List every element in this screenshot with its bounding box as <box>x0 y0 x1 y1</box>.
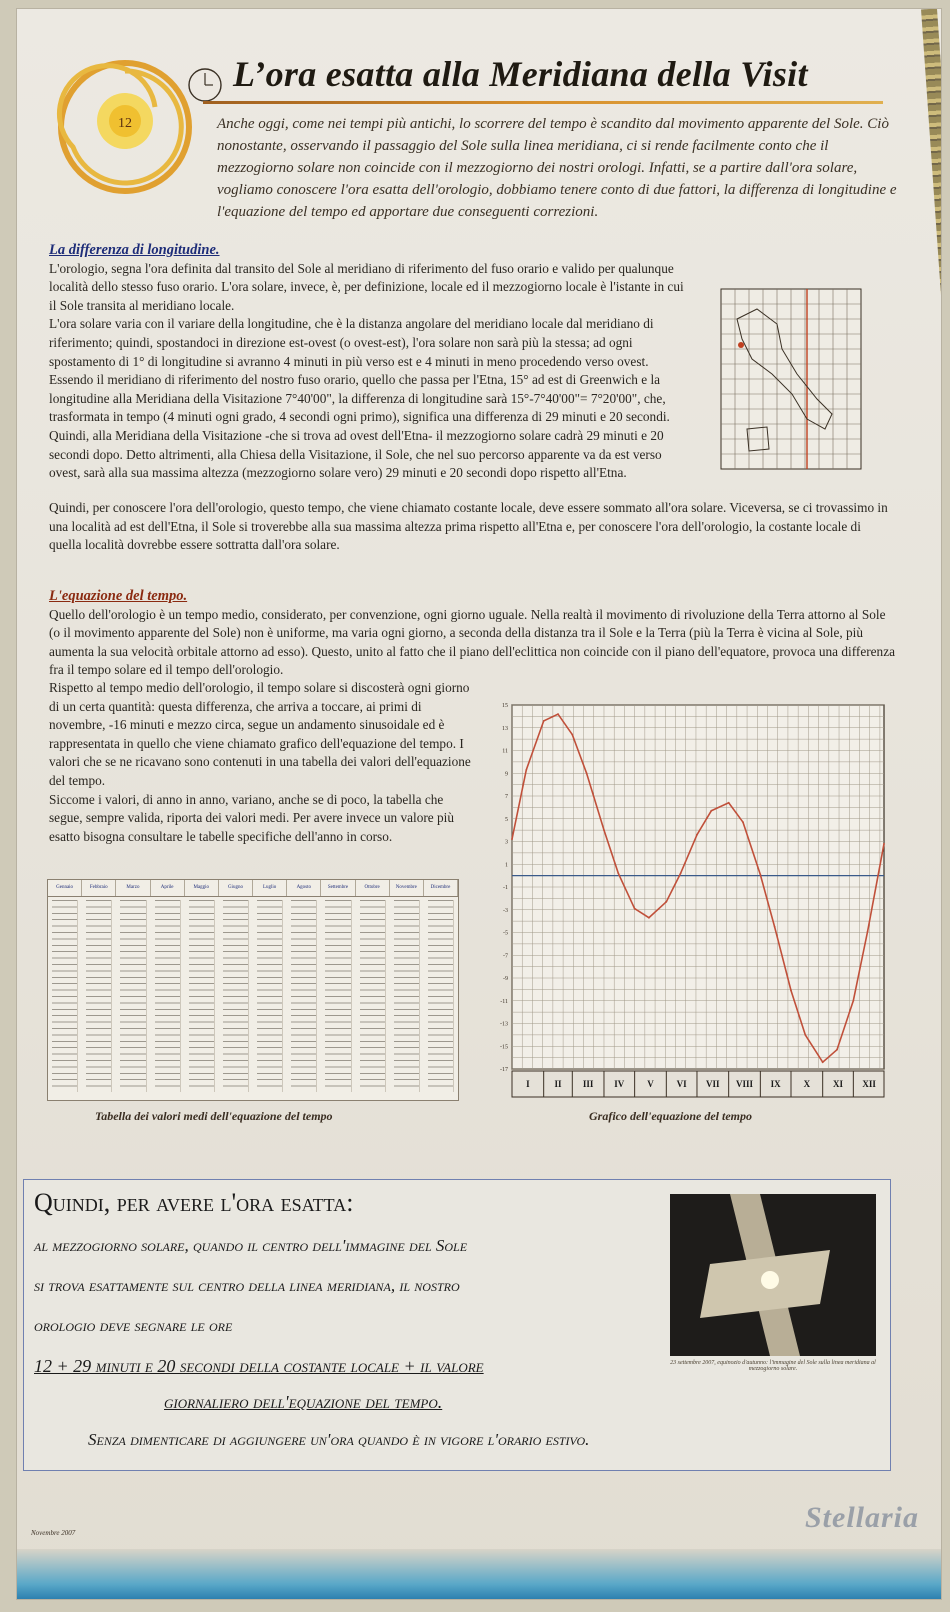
month-band <box>512 1071 884 1097</box>
summary-line: 12 + 29 minuti e 20 secondi della costante locale + il valore <box>34 1356 484 1376</box>
data-point <box>511 838 513 840</box>
data-point <box>804 1034 806 1036</box>
longitude-section <box>49 241 685 483</box>
x-tick-label: IX <box>770 1079 781 1089</box>
data-point <box>665 901 667 903</box>
table-column-header: Aprile <box>151 880 185 896</box>
longitude-paragraph: Quindi, per conoscere l'ora dell'orologio, questo tempo, che viene chiamato costante locale, deve essere sommato all'ora solare. Viceversa, se ci trovassimo in una località ad est dell'Etna, il Sole si troverebbe alla sua massima altezza prima rispetto all'Etna e, per conoscere l'ora dell'orologio, la costante locale di quella località dovrebbe essere sottratta dall'ora solare. <box>49 500 888 553</box>
photo-caption: 23 settembre 2007, equinozio d'autunno: l'immagine del Sole sulla linea meridiana al mezzogiorno solare. <box>670 1360 876 1372</box>
data-point <box>774 926 776 928</box>
equation-section-left <box>49 679 479 846</box>
y-tick-label: 15 <box>502 703 508 709</box>
data-point <box>867 930 869 932</box>
x-tick-label: IV <box>614 1079 625 1089</box>
longitude-paragraph: L'ora solare varia con il variare della longitudine, che è la distanza angolare del meridiano locale dal meridiano di riferimento; quindi, spostandoci in direzione est-ovest (o ovest-est), l'ora solare non sarà più la stessa; ad ogni spostamento di 1° di longitudine si avranno 4 minuti in più verso est e 4 minuti in meno procedendo verso ovest. <box>49 316 654 369</box>
footer-date: Novembre 2007 <box>31 1529 76 1537</box>
table-column <box>257 900 283 1092</box>
table-column-header: Marzo <box>116 880 150 896</box>
brand-logo: Stellaria <box>804 1501 919 1534</box>
data-point <box>634 908 636 910</box>
table-column-header: Novembre <box>390 880 424 896</box>
italy-map-grid <box>707 279 877 489</box>
summary-title: Quindi, per avere l'ora esatta: <box>34 1188 354 1217</box>
equation-section <box>49 587 895 680</box>
data-point <box>836 1049 838 1051</box>
y-tick-label: -3 <box>503 907 508 914</box>
y-tick-label: 11 <box>502 748 508 755</box>
data-point <box>710 810 712 812</box>
y-tick-label: -15 <box>500 1044 508 1051</box>
longitude-heading: La differenza di longitudine. <box>49 242 220 258</box>
data-point <box>852 1000 854 1002</box>
data-point <box>883 843 885 845</box>
table-column <box>189 900 215 1092</box>
hanging-chain <box>921 8 942 648</box>
table-column-header: Giugno <box>219 880 253 896</box>
y-tick-label: 5 <box>505 816 508 823</box>
equation-chart <box>492 697 892 1117</box>
longitude-paragraph: Essendo il meridiano di riferimento del nostro fuso orario, quello che passa per l'Etna, 15° ad est di Greenwich e la longitudine alla Meridiana della Visitazione 7°40'00", la differenza di longitudine sarà 15°-7°40'00"= 7°20'00", che, trasformata in tempo (4 minuti ogni grado, 4 secondi ogni primo), significa una differenza di 29 minuti e 20 secondi. Quindi, alla Meridiana della Visitazione -che si trova ad ovest dell'Etna- il mezzogiorno solare cadrà 29 minuti e 20 secondi dopo. Detto altrimenti, alla Chiesa della Visitazione, il Sole, che nel suo percorso apparente va da est verso ovest, sarà alla sua massima altezza (mezzogiorno solare vero) 29 minuti e 20 secondi dopo rispetto all'Etna. <box>49 372 670 481</box>
y-tick-label: -17 <box>500 1067 508 1073</box>
table-column-header: Ottobre <box>356 880 390 896</box>
poster-panel <box>16 8 942 1600</box>
table-column <box>394 900 420 1092</box>
y-tick-label: -5 <box>503 930 508 937</box>
data-point <box>742 821 744 823</box>
x-tick-label: XII <box>862 1079 876 1089</box>
data-point <box>822 1061 824 1063</box>
data-point <box>603 829 605 831</box>
table-column-header: Maggio <box>185 880 219 896</box>
x-tick-label: VII <box>706 1079 720 1089</box>
x-tick-label: XI <box>833 1079 844 1089</box>
data-point <box>648 917 650 919</box>
equation-paragraph: Rispetto al tempo medio dell'orologio, il tempo solare si discosterà ogni giorno di un certa quantità: questa differenza, che arriva a toccare, ai primi di novembre, -16 minuti e mezzo circa, segue un andamento sinusoidale ed è rappresentata in quello che viene chiamato grafico dell'equazione del tempo. I valori che se ne ricavano sono contenuti in una tabella dei valori dell'equazione del tempo. <box>49 680 471 788</box>
table-column <box>291 900 317 1092</box>
y-tick-label: -7 <box>503 953 508 960</box>
data-point <box>680 872 682 874</box>
x-tick-label: X <box>803 1079 811 1089</box>
summary-line: Senza dimenticare di aggiungere un'ora quando è in vigore l'orario estivo. <box>88 1430 590 1449</box>
y-tick-label: 13 <box>502 725 508 732</box>
summary-line: giornaliero dell'equazione del tempo. <box>164 1392 443 1412</box>
x-tick-label: VIII <box>735 1079 754 1089</box>
x-tick-label: II <box>554 1079 562 1089</box>
table-column <box>120 900 146 1092</box>
logo-number: 12 <box>118 116 132 131</box>
y-tick-label: 7 <box>505 794 508 800</box>
equation-paragraph: Siccome i valori, di anno in anno, variano, anche se di poco, la tabella che segue, sempre valida, riporta dei valori medi. Per avere invece un valore più esatto bisogna consultare le tabelle specifiche dell'anno in corso. <box>49 791 455 844</box>
table-column-header: Agosto <box>287 880 321 896</box>
table-column <box>155 900 181 1092</box>
equation-heading: L'equazione del tempo. <box>49 588 188 604</box>
y-tick-label: -13 <box>500 1021 508 1028</box>
data-point <box>728 802 730 804</box>
data-point <box>696 834 698 836</box>
meridian-line-icon <box>670 1194 876 1356</box>
page-title: L’ora esatta alla Meridiana della Visit <box>233 54 808 94</box>
data-point <box>759 874 761 876</box>
data-point <box>525 769 527 771</box>
data-point <box>586 772 588 774</box>
table-column <box>428 900 454 1092</box>
table-column-header: Luglio <box>253 880 287 896</box>
y-tick-label: 1 <box>505 862 508 869</box>
x-tick-label: I <box>526 1079 530 1089</box>
data-point <box>790 990 792 992</box>
longitude-section-end <box>49 499 895 555</box>
y-tick-label: 9 <box>505 771 508 778</box>
chart-caption: Grafico dell'equazione del tempo <box>589 1109 752 1123</box>
table-column <box>52 900 78 1092</box>
y-tick-label: -9 <box>503 976 508 982</box>
data-point <box>543 720 545 722</box>
data-point <box>557 713 559 715</box>
longitude-paragraph: L'orologio, segna l'ora definita dal transito del Sole al meridiano di riferimento del fuso orario e valido per qualunque località dello stesso fuso orario. L'ora solare, invece, è, per definizione, locale ed il mezzogiorno locale è l'istante in cui il Sole transita al meridiano locale. <box>49 260 684 313</box>
table-column-header: Gennaio <box>48 880 82 896</box>
equation-paragraph: Quello dell'orologio è un tempo medio, considerato, per convenzione, ogni giorno uguale. Nella realtà il movimento di rivoluzione della Terra attorno al Sole (o il movimento apparente del Sole) non è uniforme, ma varia ogni giorno, a seconda della distanza tra il Sole e la Terra (più la Terra è vicina al Sole, più aumenta la sua velocità orbitale attorno ad esso). Questo, unito al fatto che il piano dell'eclittica non coincide con il piano dell'equatore, provoca una differenza fra il tempo solare ed il tempo dell'orologio. <box>49 606 896 678</box>
summary-line: si trova esattamente sul centro della linea meridiana, il nostro <box>34 1276 460 1295</box>
title-divider <box>203 101 883 104</box>
table-column <box>325 900 351 1092</box>
table-column <box>360 900 386 1092</box>
table-column-header: Febbraio <box>82 880 116 896</box>
x-tick-label: III <box>582 1079 594 1089</box>
table-column <box>86 900 112 1092</box>
bottom-strip <box>17 1549 941 1599</box>
table-column-header: Dicembre <box>424 880 458 896</box>
x-tick-label: VI <box>676 1079 687 1089</box>
table-body <box>48 897 458 1095</box>
meridian-photo <box>670 1194 876 1356</box>
data-point <box>617 872 619 874</box>
clock-icon <box>187 67 223 103</box>
x-tick-label: V <box>647 1079 654 1089</box>
data-point <box>571 734 573 736</box>
summary-line: orologio deve segnare le ore <box>34 1316 233 1335</box>
table-column-header: Settembre <box>321 880 355 896</box>
sun-logo-icon <box>55 57 195 197</box>
y-tick-label: -1 <box>503 885 508 891</box>
y-tick-label: 3 <box>505 839 508 846</box>
table-column <box>223 900 249 1092</box>
equation-table <box>47 879 459 1101</box>
table-caption: Tabella dei valori medi dell'equazione del tempo <box>95 1109 333 1123</box>
summary-line: al mezzogiorno solare, quando il centro dell'immagine del Sole <box>34 1236 468 1255</box>
table-header-row <box>48 880 458 897</box>
y-tick-label: -11 <box>500 998 508 1005</box>
summary-box <box>23 1179 891 1471</box>
intro-paragraph: Anche oggi, come nei tempi più antichi, lo scorrere del tempo è scandito dal movimento apparente del Sole. Ciò nonostante, osservando il passaggio del Sole sulla linea meridiana, ci si rende facilmente conto che il mezzogiorno solare non coincide con il mezzogiorno dei nostri orologi. Infatti, se a partire dall'ora solare, vogliamo conoscere l'ora esatta dell'orologio, dobbiamo tenere conto di due fattori, la differenza di longitudine e l'equazione del tempo ed apportare due conseguenti correzioni. <box>217 116 897 220</box>
